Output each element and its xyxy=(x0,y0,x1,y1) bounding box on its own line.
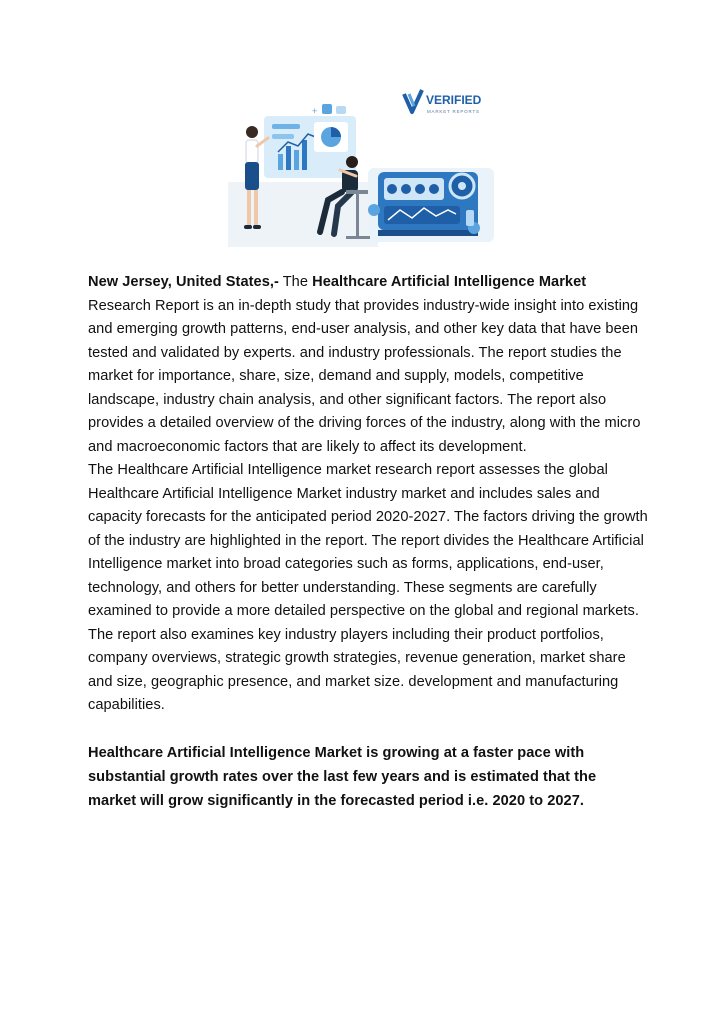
intro-body: Research Report is an in-depth study that provides industry-wide insight into existing and emerging growth patterns, end-user analysis, and other key data that have been tested and validated by experts. and industry professionals. The report studies the market for importance, share, size, demand and supply, models, competitive landscape, industry chain analysis, and other significant factors. The report also provides a detailed overview of the driving forces of the industry, along with the micro and macroeconomic factors that are likely to affect its development. xyxy=(88,297,641,455)
logo-brand: VERIFIED xyxy=(426,93,482,107)
logo-tagline: MARKET REPORTS xyxy=(427,109,480,114)
business-analytics-illustration xyxy=(228,82,494,252)
intro-the: The xyxy=(282,274,309,290)
intro-paragraph xyxy=(88,271,648,459)
hero-illustration xyxy=(228,82,494,252)
report-paragraph: The Healthcare Artificial Intelligence market research report assesses the global Healthcare Artificial Intelligence Market industry market and includes sales and capacity forecasts for the anticipated period 2020-2027. The factors driving the growth of the industry are highlighted in the report. The report divides the Healthcare Artificial Intelligence market into broad categories such as forms, applications, end-user, technology, and others for better understanding. These segments are carefully examined to provide a more detailed perspective on the global and regional markets. The report also examines key industry players including their product portfolios, company overviews, strategic growth strategies, revenue generation, market share and size, geographic presence, and market size. development and manufacturing capabilities. xyxy=(88,462,648,713)
presentation-board xyxy=(264,104,356,178)
location-dateline: New Jersey, United States,- xyxy=(88,274,279,290)
paragraph-spacer xyxy=(88,718,648,742)
highlight-paragraph: Healthcare Artificial Intelligence Market is growing at a faster pace with substantial growth rates over the last few years and is estimated that the market will grow significantly in the forecasted period i.e. 2020 to 2027. xyxy=(88,745,597,809)
market-name: Healthcare Artificial Intelligence Market xyxy=(312,274,587,290)
svg-text:+: + xyxy=(312,106,318,116)
article-body xyxy=(88,271,648,813)
verified-market-reports-logo xyxy=(404,90,482,114)
dashboard-machine xyxy=(368,172,480,236)
